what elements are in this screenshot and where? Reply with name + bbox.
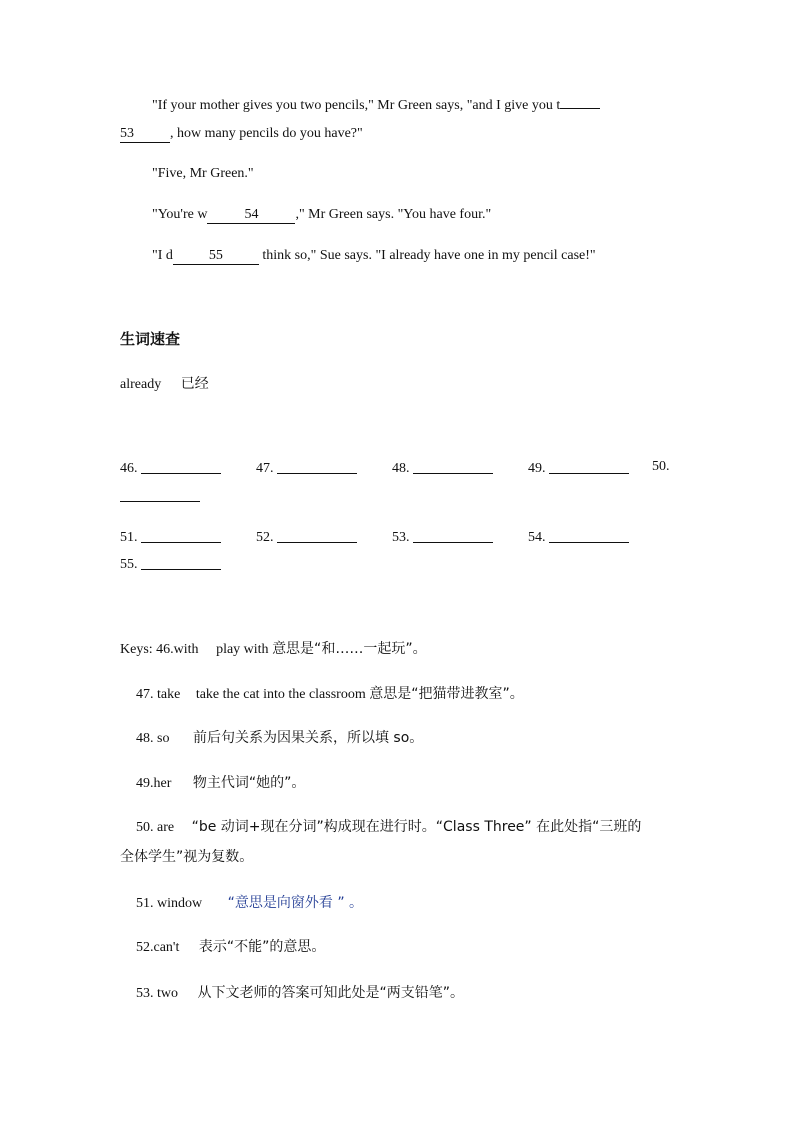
key-49 (136, 772, 305, 792)
answer-50: 50. (652, 459, 670, 474)
vocab-word: already (120, 377, 162, 392)
answer-line (413, 528, 493, 543)
key-explanation: 意思是“把猫带进教室”。 (369, 686, 524, 702)
answer-line (277, 528, 357, 543)
key-number: 52.can't (136, 940, 180, 955)
answer-52: 52. (256, 528, 357, 546)
key-47 (136, 683, 524, 703)
key-explanation: “意思是向窗外看 ” 。 (227, 895, 364, 911)
answer-line (549, 528, 629, 543)
key-53 (136, 982, 464, 1002)
key-number: 48. so (136, 731, 170, 746)
answer-line (549, 459, 629, 474)
vocab-entry (120, 375, 209, 394)
passage-text: think so," Sue says. "I already have one in my pencil case!" (258, 248, 596, 263)
blank-53-start (560, 108, 600, 109)
key-51 (136, 892, 363, 912)
passage-line-4 (152, 206, 491, 224)
key-number: 51. window (136, 896, 203, 911)
blank-number: 54 (244, 207, 259, 222)
passage-text: "Five, Mr Green." (152, 166, 254, 181)
key-explanation: 物主代词“她的”。 (192, 775, 306, 791)
key-explanation: 意思是“和……一起玩”。 (272, 641, 427, 657)
passage-line-5 (152, 247, 596, 265)
blank-number: 55 (208, 248, 223, 263)
answer-line (141, 528, 221, 543)
key-number: 47. take (136, 687, 181, 702)
answer-line (141, 459, 221, 474)
passage-line-3 (152, 165, 254, 183)
key-48 (136, 727, 423, 747)
answer-50-line (120, 487, 200, 505)
passage-line-2 (120, 125, 363, 143)
passage-text: "I d (152, 248, 173, 263)
key-50-continued: 全体学生”视为复数。 (120, 849, 254, 865)
key-50 (136, 816, 641, 836)
blank-55 (173, 248, 259, 265)
key-explanation: 表示“不能”的意思。 (198, 939, 326, 955)
blank-number: 53 (120, 126, 134, 141)
answer-48: 48. (392, 459, 493, 477)
answer-54: 54. (528, 528, 629, 546)
passage-line-1 (152, 97, 600, 115)
vocab-heading: 生词速查 (120, 330, 181, 348)
key-explanation: 前后句关系为因果关系，所以填 so。 (192, 730, 424, 746)
passage-text: "If your mother gives you two pencils," Mr Green says, "and I give you t (152, 98, 561, 113)
answer-49: 49. (528, 459, 629, 477)
answer-line (277, 459, 357, 474)
key-explanation: 从下文老师的答案可知此处是“两支铅笔”。 (197, 985, 465, 1001)
blank-53 (120, 126, 170, 143)
key-number: 53. two (136, 986, 178, 1001)
key-number: 50. are (136, 820, 175, 835)
key-46 (120, 638, 427, 658)
answer-line (141, 555, 221, 570)
key-number: Keys: 46.with (120, 642, 199, 657)
vocab-meaning: 已经 (180, 376, 209, 392)
answer-55: 55. (120, 555, 221, 573)
passage-text: , how many pencils do you have?" (170, 126, 363, 141)
passage-text: "You're w (152, 207, 208, 222)
key-english: play with (216, 642, 269, 657)
answer-53: 53. (392, 528, 493, 546)
key-explanation: “be 动词+现在分词”构成现在进行时。“Class Three” 在此处指“三班的 (191, 819, 642, 835)
key-52 (136, 936, 325, 956)
key-english: take the cat into the classroom (195, 687, 366, 702)
answer-line (120, 487, 200, 502)
answer-51: 51. (120, 528, 221, 546)
blank-54 (207, 207, 295, 224)
key-number: 49.her (136, 776, 172, 791)
passage-text: ," Mr Green says. "You have four." (295, 207, 492, 222)
answer-46: 46. (120, 459, 221, 477)
answer-line (413, 459, 493, 474)
answer-47: 47. (256, 459, 357, 477)
